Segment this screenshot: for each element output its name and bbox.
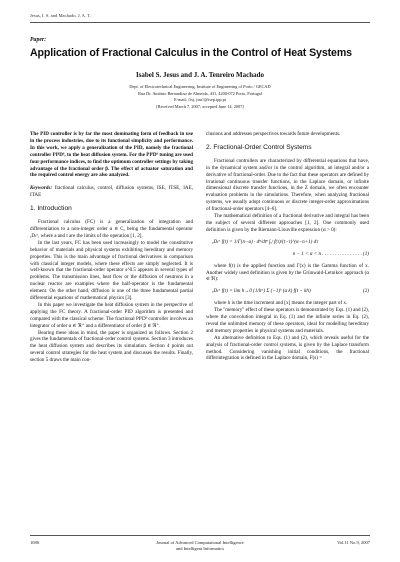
- section-2-paragraph-5: The "memory" effect of these operators is demonstrated by Eqs. (1) and (2), where the convolution integral in Eq. (1) and the infinite series in Eq. (2), reveal the unlimited memory of these operators, ideal for modelling hereditary and memory properties in physical systems and materials.: [206, 307, 369, 334]
- equation-2: [212, 288, 369, 295]
- section-2-heading: 2. Fractional-Order Control Systems: [206, 143, 312, 151]
- section-2-paragraph-6: An alternative definition to Eqs. (1) and (2), which reveals useful for the analysis of fractional-order control systems, is given by the Laplace transform method. Considering vanishing initial conditions, the fractional differintegration is defined in the Laplace domain, F(s) =: [206, 334, 369, 362]
- section-2-paragraph-1: Fractional controllers are characterized by differential equations that have, in the dynamical system and/or in the control algorithm, an integral and/or a derivative of fractional-order. Due to the fact that these operators are defined by irrational continuous transfer functions, in the Laplace domain, or infinite dimensional discrete transfer functions, in the Z domain, we often encounter evaluation problems in the simulations. Therefore, when analyzing fractional systems, we usually adopt continuous or discrete integer-order approximations of fractional-order operators [4–6].: [206, 157, 369, 213]
- page-number: 1086: [30, 540, 39, 545]
- journal-name-line-1: Journal of Advanced Computational Intelligence: [156, 540, 244, 545]
- intro-paragraph-3: In this paper we investigate the heat diffusion system in the perspective of applying the FC theory. A fractional-order PID algorithm is presented and compared with the classical scheme. The fractional PIᵝDᵟ controller involves an integrator of order α ∈ ℜ⁺ and a differentiator of order β ∈ ℜ⁺.: [30, 301, 193, 329]
- equation-1: [212, 239, 369, 246]
- authors: Isabel S. Jesus and J. A. Tenreiro Machado: [135, 71, 265, 79]
- keywords: [30, 185, 193, 199]
- intro-paragraph-1: Fractional calculus (FC) is a generalization of integration and differentiation to a non-integer order α ∈ C, being the fundamental operator ₐDₜᵅ, where a and t are the limits of the operation [1, 2].: [30, 219, 193, 239]
- affiliation-email: E-mail: {isj, jtm}@isep.ipp.pt: [174, 97, 226, 103]
- equation-1-condition: [212, 251, 369, 258]
- equation-1-body: ₐDₜᵅ f(t) = 1/Γ(n−α) · dⁿ/dtⁿ ∫ₐᵗ f(τ)/(t−τ)^(α−n+1) dτ: [212, 238, 319, 245]
- section-2-paragraph-2: The mathematical definition of a fractional derivative and integral has been the subject of several different approaches [1, 2]. One commonly used definition is given by the Riemann-Liouville expression (α > 0):: [206, 213, 369, 233]
- affiliation-address: Rua Dr. António Bernardino de Almeida, 431, 4200-072 Porto, Portugal: [138, 90, 262, 96]
- received-dates: [Received March 7, 2007; accepted June 14, 2007]: [156, 103, 244, 109]
- affiliation-dept: Dept. of Electrotechnical Engineering, Institute of Engineering of Porto / GECAD: [129, 84, 271, 89]
- equation-1-range: n − 1 < α < n . . . . . . . . . . . . . . . . (1): [292, 250, 369, 257]
- equation-2-body: ₐDₜᵅ f(t) = lim h→0 (1/hᵅ) Σ (−1)ᵏ (α k) f(t − kh): [212, 288, 311, 295]
- intro-paragraph-continued: clusions and addresses perspectives towards future developments.: [206, 131, 341, 137]
- section-2-paragraph-3: where f(t) is the applied function and Γ(x) is the Gamma function of x. Another widely used definition is given by the Grünwald-Letnikov approach (α ∈ ℜ):: [206, 262, 369, 283]
- section-introduction-heading: 1. Introduction: [30, 205, 72, 213]
- journal-name-line-2: and Intelligent Informatics: [176, 546, 224, 551]
- intro-paragraph-2: In the last years, FC has been used increasingly to model the constitutive behavior of materials and physical systems exhibiting hereditary and memory properties. This is the main advantage of fractional derivatives in comparison with classical integer models, where these effects are simply neglected. It is well-known that the fractional-order operator s^0.5 appears in several types of problems. The transmission lines, heat flow or the diffusion of neutrons in a nuclear reactor are examples where the half-operator is the fundamental element. On the other hand, diffusion is one of the three fundamental partial differential equations of mathematical physics [3].: [30, 239, 193, 302]
- equation-2-number: (2): [363, 288, 369, 295]
- abstract: The PID controller is by far the most dominating form of feedback in use in the process industries, due to its functional simplicity and performance. In this work, we apply a generalization of the PID, namely the fractional controller PIᵝDᵟ, to the heat diffusion system. For the PIᵝDᵟ tuning are used four performance indices, to find the optimum controller settings by taking advantage of the fractional order β. The effect of actuator saturation and the required control energy are also analyzed.: [30, 131, 193, 179]
- header-rule: [30, 22, 370, 23]
- right-column: [206, 131, 369, 362]
- paper-label: Paper:: [30, 37, 47, 43]
- affiliation: [0, 84, 400, 110]
- left-column: [30, 131, 193, 364]
- keywords-text: fractional calculus, control, diffusion systems, ISE, ITSE, IAE, ITAE: [30, 185, 193, 199]
- volume-info: Vol.11 No.9, 2007: [337, 540, 370, 545]
- footer-rule: [30, 535, 370, 536]
- keywords-label: Keywords:: [30, 185, 53, 192]
- running-head: Jesus, I. S. and Machado, J. A. T.: [30, 13, 91, 18]
- intro-paragraph-4: Bearing these ideas in mind, the paper is organized as follows. Section 2 gives the fundamentals of fractional-order control systems. Section 3 introduces the heat diffusion system and describes its simulation. Section 4 points out several control strategies for the heat system and discusses the results. Finally, section 5 draws the main con-: [30, 329, 193, 364]
- section-2-paragraph-4: where h is the time increment and [x] means the integer part of x.: [214, 300, 348, 307]
- paper-title: Application of Fractional Calculus in the Control of Heat Systems: [30, 47, 352, 59]
